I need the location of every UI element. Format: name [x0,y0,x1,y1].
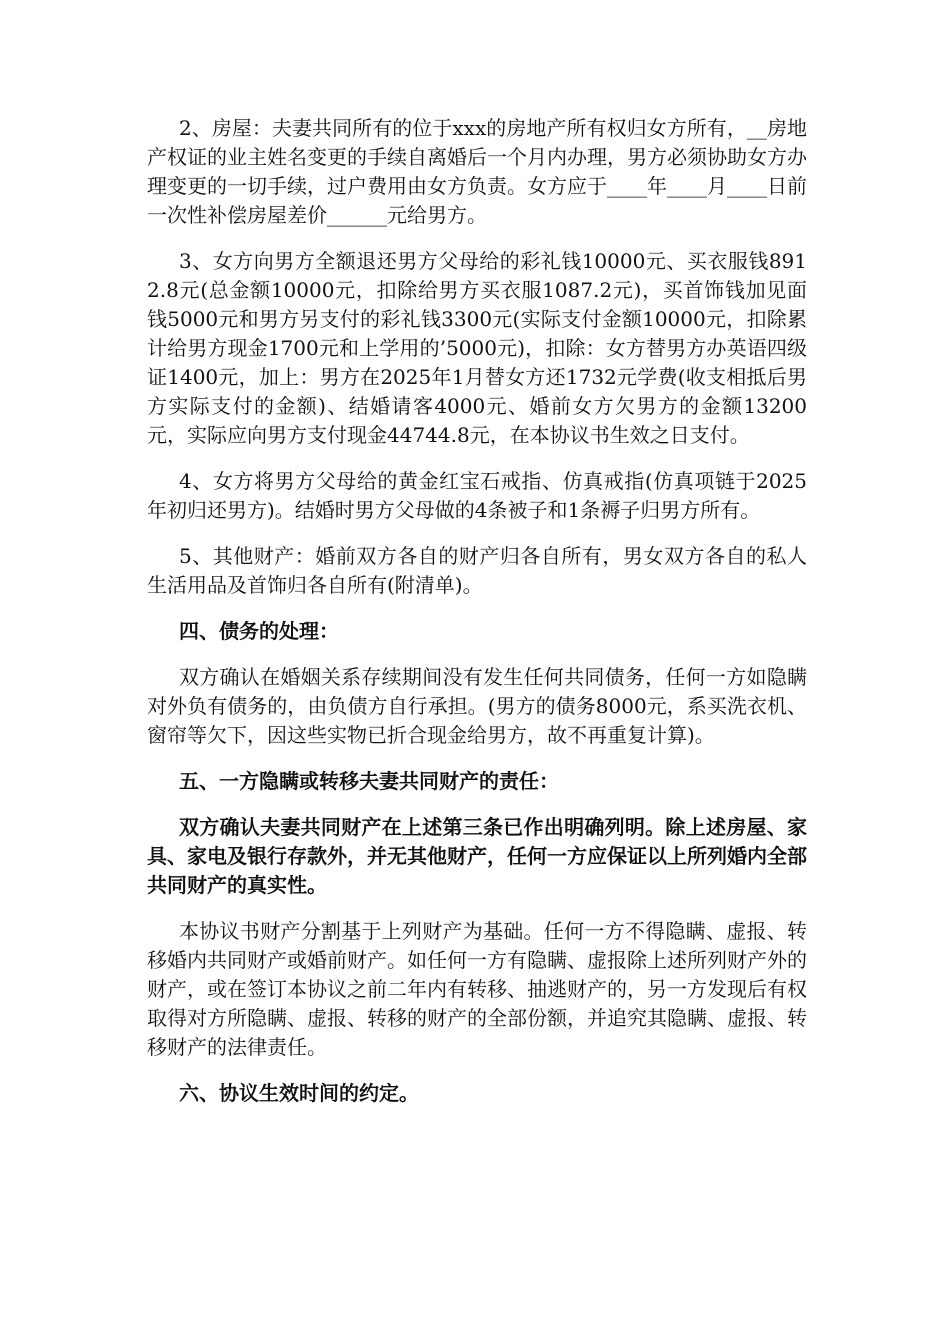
paragraph-penalty: 本协议书财产分割基于上列财产为基础。任何一方不得隐瞒、虚报、转移婚内共同财产或婚前财产。如任何一方有隐瞒、虚报除上述所列财产外的财产，或在签订本协议之前二年内有转移、抽逃财产的，另一方发现后有权取得对方所隐瞒、虚报、转移的财产的全部份额，并追究其隐瞒、虚报、转移财产的法律责任。 [147,919,807,1059]
heading-effective-time: 六、协议生效时间的约定。 [179,1081,419,1105]
paragraph-debts: 双方确认在婚姻关系存续期间没有发生任何共同债务，任何一方如隐瞒对外负有债务的，由负债方自行承担。(男方的债务8000元，系买洗衣机、窗帘等欠下，因这些实物已折合现金给男方，故不再重复计算)。 [147,665,807,747]
document-page [147,114,807,1125]
paragraph-house: 2、房屋：夫妻共同所有的位于xxx的房地产所有权归女方所有，__房地产权证的业主姓名变更的手续自离婚后一个月内办理，男方必须协助女方办理变更的一切手续，过户费用由女方负责。女方应于____年____月____日前一次性补偿房屋差价______元给男方。 [147,116,807,227]
paragraph-other-property: 5、其他财产：婚前双方各自的财产归各自所有，男女双方各自的私人生活用品及首饰归各自所有(附清单)。 [147,544,807,597]
paragraph-rings: 4、女方将男方父母给的黄金红宝石戒指、仿真戒指(仿真项链于2025年初归还男方)。结婚时男方父母做的4条被子和1条褥子归男方所有。 [147,469,807,522]
paragraph-confirmation: 双方确认夫妻共同财产在上述第三条已作出明确列明。除上述房屋、家具、家电及银行存款外，并无其他财产，任何一方应保证以上所列婚内全部共同财产的真实性。 [147,815,807,897]
heading-debts: 四、债务的处理： [179,619,339,643]
heading-concealment: 五、一方隐瞒或转移夫妻共同财产的责任： [179,769,559,793]
paragraph-bride-price: 3、女方向男方全额退还男方父母给的彩礼钱10000元、买衣服钱8912.8元(总金额10000元，扣除给男方买衣服1087.2元)，买首饰钱加见面钱5000元和男方另支付的彩礼钱3300元(实际支付金额10000元，扣除累计给男方现金1700元和上学用的’5000元)，扣除：女方替男方办英语四级证1400元，加上：男方在2025年1月替女方还1732元学费(收支相抵后男方实际支付的金额)、结婚请客4000元、婚前女方欠男方的金额13200元，实际应向男方支付现金44744.8元，在本协议书生效之日支付。 [147,249,807,447]
